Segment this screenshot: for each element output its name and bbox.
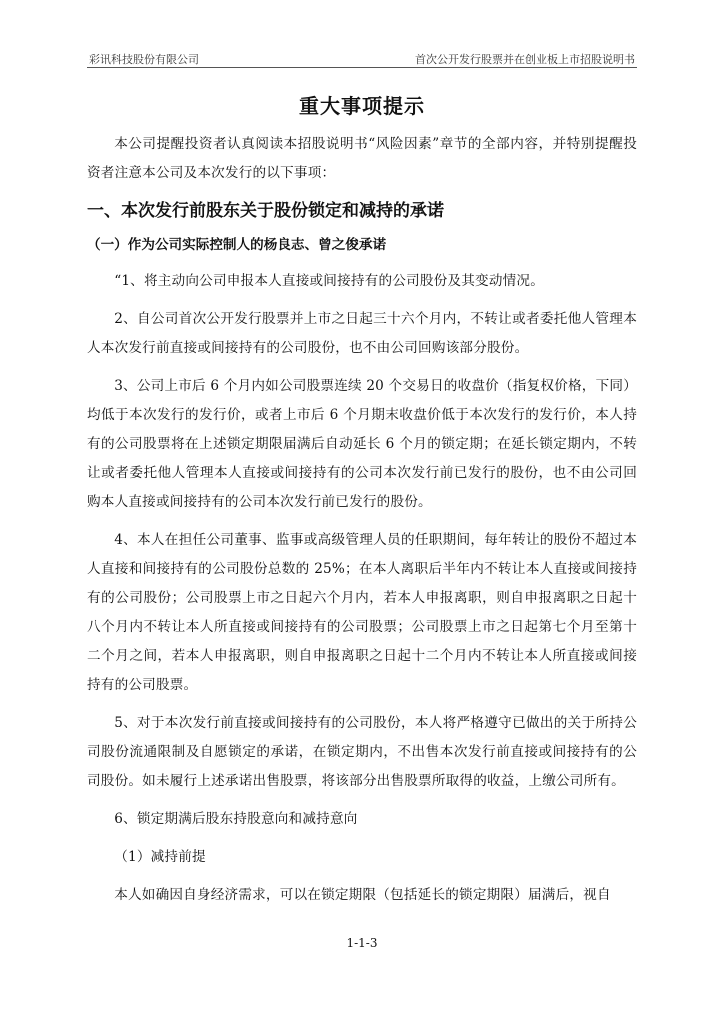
- section-heading: 一、本次发行前股东关于股份锁定和减持的承诺: [87, 201, 444, 221]
- commitment-paragraph: 本人如确因自身经济需求，可以在锁定期限（包括延长的锁定期限）届满后，视自: [114, 887, 611, 903]
- commitment-paragraph: 3、公司上市后 6 个月内如公司股票连续 20 个交易日的收盘价（指复权价格，下同）均低于本次发行的发行价，或者上市后 6 个月期末收盘价低于本次发行的发行价，本人持有的公司股票将在上述锁定期限届满后自动延长 6 个月的锁定期；在延长锁定期内，不转让或者委托他人管理本人直接或间接持有的公司本次发行前已发行的股份，也不由公司回购本人直接或间接持有的公司本次发行前已发行的股份。: [87, 378, 637, 510]
- page-header: [87, 49, 637, 68]
- commitment-paragraph: 5、对于本次发行前直接或间接持有的公司股份，本人将严格遵守已做出的关于所持公司股份流通限制及自愿锁定的承诺，在锁定期内，不出售本次发行前直接或间接持有的公司股份。如未履行上述承诺出售股票，将该部分出售股票所取得的收益，上缴公司所有。: [87, 715, 637, 789]
- page-number: 1-1-3: [346, 936, 378, 950]
- commitment-paragraph: （1）减持前提: [114, 849, 206, 865]
- header-company-name: 彩讯科技股份有限公司: [89, 53, 199, 66]
- commitment-paragraph: 4、本人在担任公司董事、监事或高级管理人员的任职期间，每年转让的股份不超过本人直接和间接持有的公司股份总数的 25%；在本人离职后半年内不转让本人直接或间接持有的公司股份；公司股票上市之日起六个月内，若本人申报离职，则自申报离职之日起十八个月内不转让本人所直接或间接持有的公司股票；公司股票上市之日起第七个月至第十二个月之间，若本人申报离职，则自申报离职之日起十二个月内不转让本人所直接或间接持有的公司股票。: [87, 532, 637, 693]
- commitment-paragraph: “1、将主动向公司申报本人直接或间接持有的公司股份及其变动情况。: [114, 273, 544, 289]
- commitment-paragraph: 6、锁定期满后股东持股意向和减持意向: [114, 811, 358, 827]
- header-document-title: 首次公开发行股票并在创业板上市招股说明书: [415, 53, 635, 66]
- page-title: 重大事项提示: [299, 94, 425, 118]
- intro-paragraph: 本公司提醒投资者认真阅读本招股说明书“风险因素”章节的全部内容，并特别提醒投资者注意本公司及本次发行的以下事项：: [87, 136, 637, 181]
- subsection-heading: （一）作为公司实际控制人的杨良志、曾之俊承诺: [87, 237, 387, 253]
- commitment-paragraph: 2、自公司首次公开发行股票并上市之日起三十六个月内，不转让或者委托他人管理本人本次发行前直接或间接持有的公司股份，也不由公司回购该部分股份。: [87, 311, 637, 356]
- document-body: [87, 130, 637, 919]
